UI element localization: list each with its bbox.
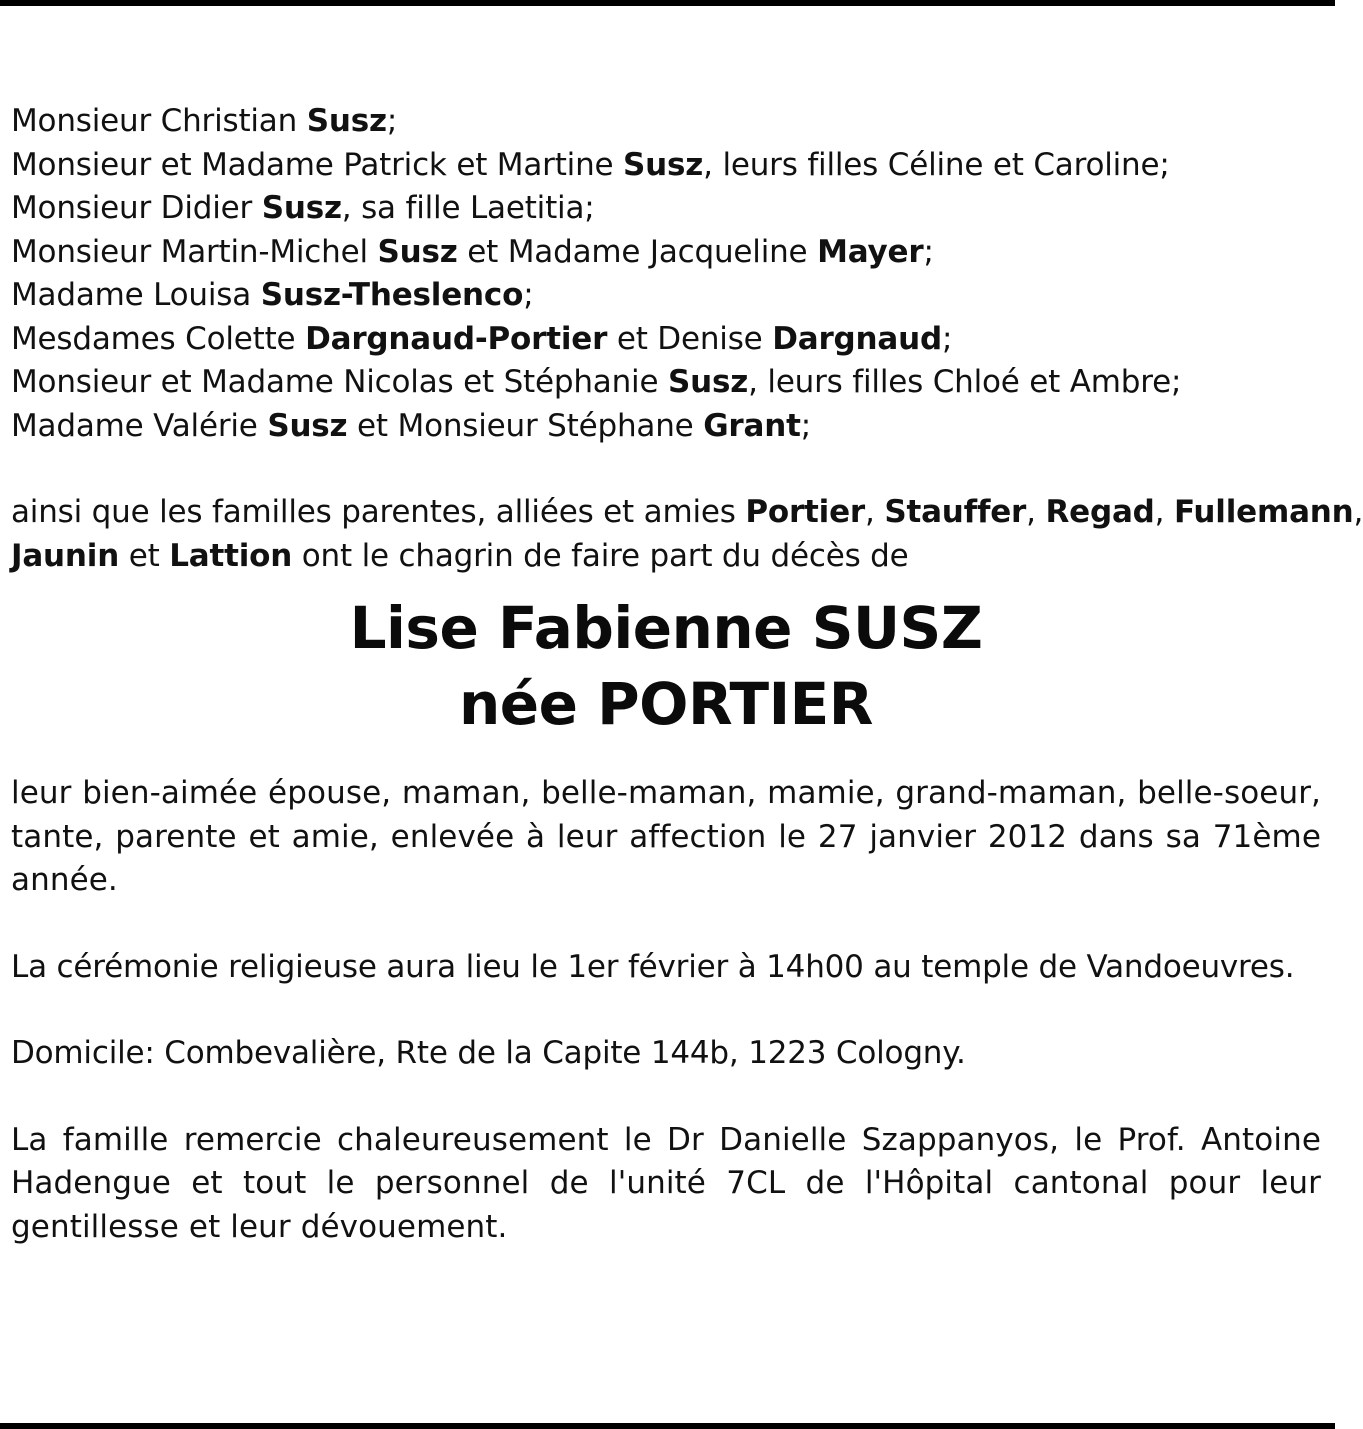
family-line — [11, 318, 1321, 362]
text-segment: , — [1026, 494, 1046, 530]
text-segment: , sa fille Laetitia; — [341, 190, 595, 226]
family-name-bold: Lattion — [169, 537, 293, 574]
spacer — [11, 578, 1321, 590]
domicile-paragraph: Domicile: Combevalière, Rte de la Capite 144b, 1223 Cologny. — [11, 1035, 966, 1071]
spacer — [11, 1076, 1321, 1119]
text-segment: et Monsieur Stéphane — [347, 407, 704, 444]
family-name-bold: Fullemann — [1173, 494, 1354, 530]
family-name-bold: Susz — [377, 233, 458, 270]
spacer — [11, 448, 1321, 491]
family-line — [11, 274, 1321, 318]
text-segment: Monsieur Martin-Michel — [11, 233, 378, 270]
family-name-bold: Susz — [306, 103, 387, 139]
thanks-paragraph: La famille remercie chaleureusement le Dr Danielle Szappanyos, le Prof. Antoine Hadengue et tout le personnel de l'unité 7CL de l'Hôpital cantonal pour leur gentillesse et leur dévouement. — [11, 1121, 1321, 1245]
text-segment: ; — [923, 233, 934, 270]
family-name-bold: Susz — [623, 146, 704, 183]
family-list — [11, 100, 1321, 448]
ceremony-paragraph: La cérémonie religieuse aura lieu le 1er février à 14h00 au temple de Vandoeuvres. — [11, 948, 1295, 985]
text-segment: ; — [941, 320, 953, 357]
family-name-bold: Portier — [745, 494, 866, 530]
family-name-bold: Dargnaud — [772, 320, 942, 357]
family-name-bold: Susz — [267, 407, 348, 444]
related-families-line — [11, 535, 1321, 579]
bottom-rule — [0, 1423, 1335, 1429]
tribute-paragraph: leur bien-aimée épouse, maman, belle-maman, mamie, grand-maman, belle-soeur, tante, parente et amie, enlevée à leur affection le 27 janvier 2012 dans sa 71ème année. — [11, 775, 1321, 898]
deceased-name-block — [11, 590, 1321, 742]
family-name-bold: Susz — [261, 190, 342, 226]
text-segment: Mesdames Colette — [11, 320, 306, 357]
spacer — [11, 742, 1321, 772]
text-segment: ; — [800, 407, 811, 444]
deceased-maiden-name: née PORTIER — [459, 670, 873, 738]
text-segment: , — [865, 494, 885, 530]
text-segment: , — [1154, 494, 1174, 530]
text-segment: ont le chagrin de faire part du décès de — [292, 537, 909, 574]
text-segment: Monsieur Christian — [11, 103, 307, 139]
text-segment: ; — [523, 277, 534, 313]
text-segment: ; — [386, 103, 398, 139]
text-segment: et Madame Jacqueline — [457, 233, 818, 270]
family-name-bold: Susz-Theslenco — [260, 277, 524, 313]
family-name-bold: Susz — [668, 364, 749, 400]
related-families — [11, 491, 1363, 578]
text-segment: et Denise — [607, 320, 773, 357]
family-name-bold: Grant — [703, 407, 801, 444]
top-rule — [0, 0, 1335, 6]
family-name-bold: Dargnaud-Portier — [305, 320, 608, 357]
family-name-bold: Stauffer — [884, 494, 1027, 530]
text-segment: , leurs filles Céline et Caroline; — [703, 146, 1170, 183]
text-segment: Monsieur et Madame Nicolas et Stéphanie — [11, 364, 668, 400]
text-segment: , leurs filles Chloé et Ambre; — [748, 364, 1182, 400]
text-segment: Madame Louisa — [11, 277, 261, 313]
related-families-line — [11, 491, 1363, 535]
text-segment: ainsi que les familles parentes, alliées et amies — [11, 494, 746, 530]
text-segment: Monsieur Didier — [11, 190, 262, 226]
spacer — [11, 903, 1321, 946]
family-line — [11, 100, 1321, 144]
family-line — [11, 231, 1321, 275]
family-name-bold: Regad — [1045, 494, 1155, 530]
text-segment: , — [1353, 494, 1363, 530]
spacer — [11, 989, 1321, 1032]
family-line — [11, 405, 1321, 449]
obituary-notice — [11, 100, 1363, 1249]
family-name-bold: Mayer — [817, 233, 924, 270]
family-name-bold: Jaunin — [11, 537, 120, 574]
family-line — [11, 361, 1321, 405]
text-segment: Madame Valérie — [11, 407, 268, 444]
family-line — [11, 144, 1321, 188]
text-segment: Monsieur et Madame Patrick et Martine — [11, 146, 624, 183]
deceased-name: Lise Fabienne SUSZ — [349, 594, 983, 662]
text-segment: et — [119, 537, 170, 574]
family-line — [11, 187, 1321, 231]
